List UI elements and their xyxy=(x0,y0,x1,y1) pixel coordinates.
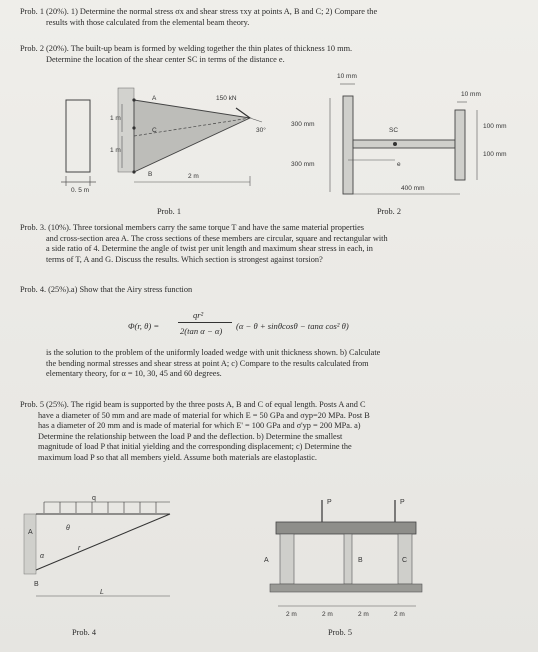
dim-10mm-top: 10 mm xyxy=(337,73,357,80)
dim-2m-1: 2 m xyxy=(286,611,297,618)
wedge-slanted-edge xyxy=(36,514,170,570)
dim-300mm-b: 300 mm xyxy=(291,161,315,168)
eq-lhs: Φ(r, θ) = xyxy=(128,321,160,331)
prob5-line4: Determine the relationship between the load P and the deflection. b) Determine the smallest xyxy=(38,431,343,441)
beam-cross-section xyxy=(66,100,90,172)
ground xyxy=(270,584,422,592)
L-label: L xyxy=(100,589,104,596)
e-label: e xyxy=(397,161,401,168)
dim-100mm-a: 100 mm xyxy=(483,123,507,130)
dim-2m-4: 2 m xyxy=(394,611,405,618)
dim-10mm-right: 10 mm xyxy=(461,91,481,98)
prob4-text-2 xyxy=(20,348,520,380)
dim-1m-a: 1 m xyxy=(110,115,121,122)
label-A-wedge: A xyxy=(28,529,33,536)
prob2-line1: Prob. 2 (20%). The built-up beam is formed by welding together the thin plates of thickness 10 mm. xyxy=(20,44,353,53)
alpha-label: α xyxy=(40,553,44,560)
sc-label: SC xyxy=(389,127,399,134)
dim-100mm-b: 100 mm xyxy=(483,151,507,158)
prob2-line2: Determine the location of the shear center SC in terms of the distance e. xyxy=(46,54,285,64)
prob4-line4: elementary theory, for α = 10, 30, 45 and 60 degrees. xyxy=(46,369,222,379)
dim-05m: 0. 5 m xyxy=(71,187,90,194)
theta-label: θ xyxy=(66,525,70,532)
prob5-line6: maximum load P so that all members yield. Assume both materials are elastoplastic. xyxy=(38,452,317,462)
label-B-post: B xyxy=(358,557,363,564)
dim-300mm-a: 300 mm xyxy=(291,121,315,128)
q-label: q xyxy=(92,495,96,502)
dim-2m-2: 2 m xyxy=(322,611,333,618)
prob1-line1: Prob. 1 (20%). 1) Determine the normal stress σx and shear stress τxy at points A, B and C; 2) Compare the xyxy=(20,7,378,16)
wedge-wall xyxy=(24,514,36,574)
dim-1m-b: 1 m xyxy=(110,147,121,154)
dim-2m: 2 m xyxy=(188,173,199,180)
figure-prob4 xyxy=(20,495,190,620)
label-C: C xyxy=(152,127,157,134)
prob4-line1: Prob. 4. (25%).a) Show that the Airy stress function xyxy=(20,285,193,294)
prob3-line3: a side ratio of 4. Determine the angle of twist per unit length and maximum shear stress in each, in xyxy=(46,244,373,254)
eq-fraction-bar xyxy=(178,322,232,323)
eq-numerator: qr² xyxy=(193,310,204,320)
prob1-line2: results with those calculated from the elemental beam theory. xyxy=(46,17,250,27)
right-plate xyxy=(455,110,465,180)
prob3-line4: terms of T, A and G. Discuss the results. Which section is strongest against torsion? xyxy=(46,254,323,264)
prob5-line3: has a diameter of 20 mm and is made of material for which E' = 100 GPa and σ'yp = 200 MPa. a) xyxy=(38,421,361,431)
P1-label: P xyxy=(327,499,332,506)
label-A-post: A xyxy=(264,557,269,564)
prob5-line2: have a diameter of 50 mm and are made of material for which E = 50 GPa and σyp=20 MPa. Post B xyxy=(38,410,370,420)
figure-prob1 xyxy=(0,70,270,220)
label-A: A xyxy=(152,95,157,102)
label-B: B xyxy=(148,171,153,178)
caption-prob5: Prob. 5 xyxy=(328,628,352,637)
dim-2m-3: 2 m xyxy=(358,611,369,618)
prob4-text xyxy=(20,285,520,296)
caption-prob4: Prob. 4 xyxy=(72,628,96,637)
prob3-text xyxy=(20,223,520,265)
prob3-line2: and cross-section area A. The cross sections of these members are circular, square and rectangular with xyxy=(46,233,388,243)
dim-400mm: 400 mm xyxy=(401,185,425,192)
r-label: r xyxy=(78,545,81,552)
figure-prob5 xyxy=(256,496,436,626)
cantilever-plate xyxy=(134,100,250,172)
caption-prob1: Prob. 1 xyxy=(157,207,181,216)
prob4-line2: is the solution to the problem of the uniformly loaded wedge with unit thickness shown. b) Calculate xyxy=(46,348,381,357)
figure-prob2 xyxy=(285,70,535,220)
prob1-text xyxy=(20,7,520,28)
flange-plate xyxy=(353,140,455,148)
shear-center-dot xyxy=(393,142,397,146)
prob4-line3: the bending normal stresses and shear stress at point A; c) Compare to the results calculated from xyxy=(46,358,369,368)
post-B xyxy=(344,534,352,584)
prob2-text xyxy=(20,44,520,65)
prob5-text xyxy=(20,400,520,464)
label-B-wedge: B xyxy=(34,581,39,588)
caption-prob2: Prob. 2 xyxy=(377,207,401,216)
load-value: 150 kN xyxy=(216,95,237,102)
post-A xyxy=(280,534,294,584)
label-C-post: C xyxy=(402,557,408,564)
prob3-line1: Prob. 3. (10%). Three torsional members carry the same torque T and have the same material properties xyxy=(20,223,364,232)
P2-label: P xyxy=(400,499,405,506)
wall-support xyxy=(118,88,134,172)
prob5-line5: magnitude of load P that initial yielding and the corresponding displacement; c) Determine the xyxy=(38,442,352,452)
web-plate xyxy=(343,96,353,194)
prob5-line1: Prob. 5 (25%). The rigid beam is supported by the three posts A, B and C of equal length. Posts A and C xyxy=(20,400,366,409)
rigid-beam xyxy=(276,522,416,534)
angle-label: 30° xyxy=(256,127,266,134)
eq-denominator: 2(tan α − α) xyxy=(180,326,223,336)
eq-rhs: (α − θ + sinθcosθ − tanα cos² θ) xyxy=(236,321,349,331)
